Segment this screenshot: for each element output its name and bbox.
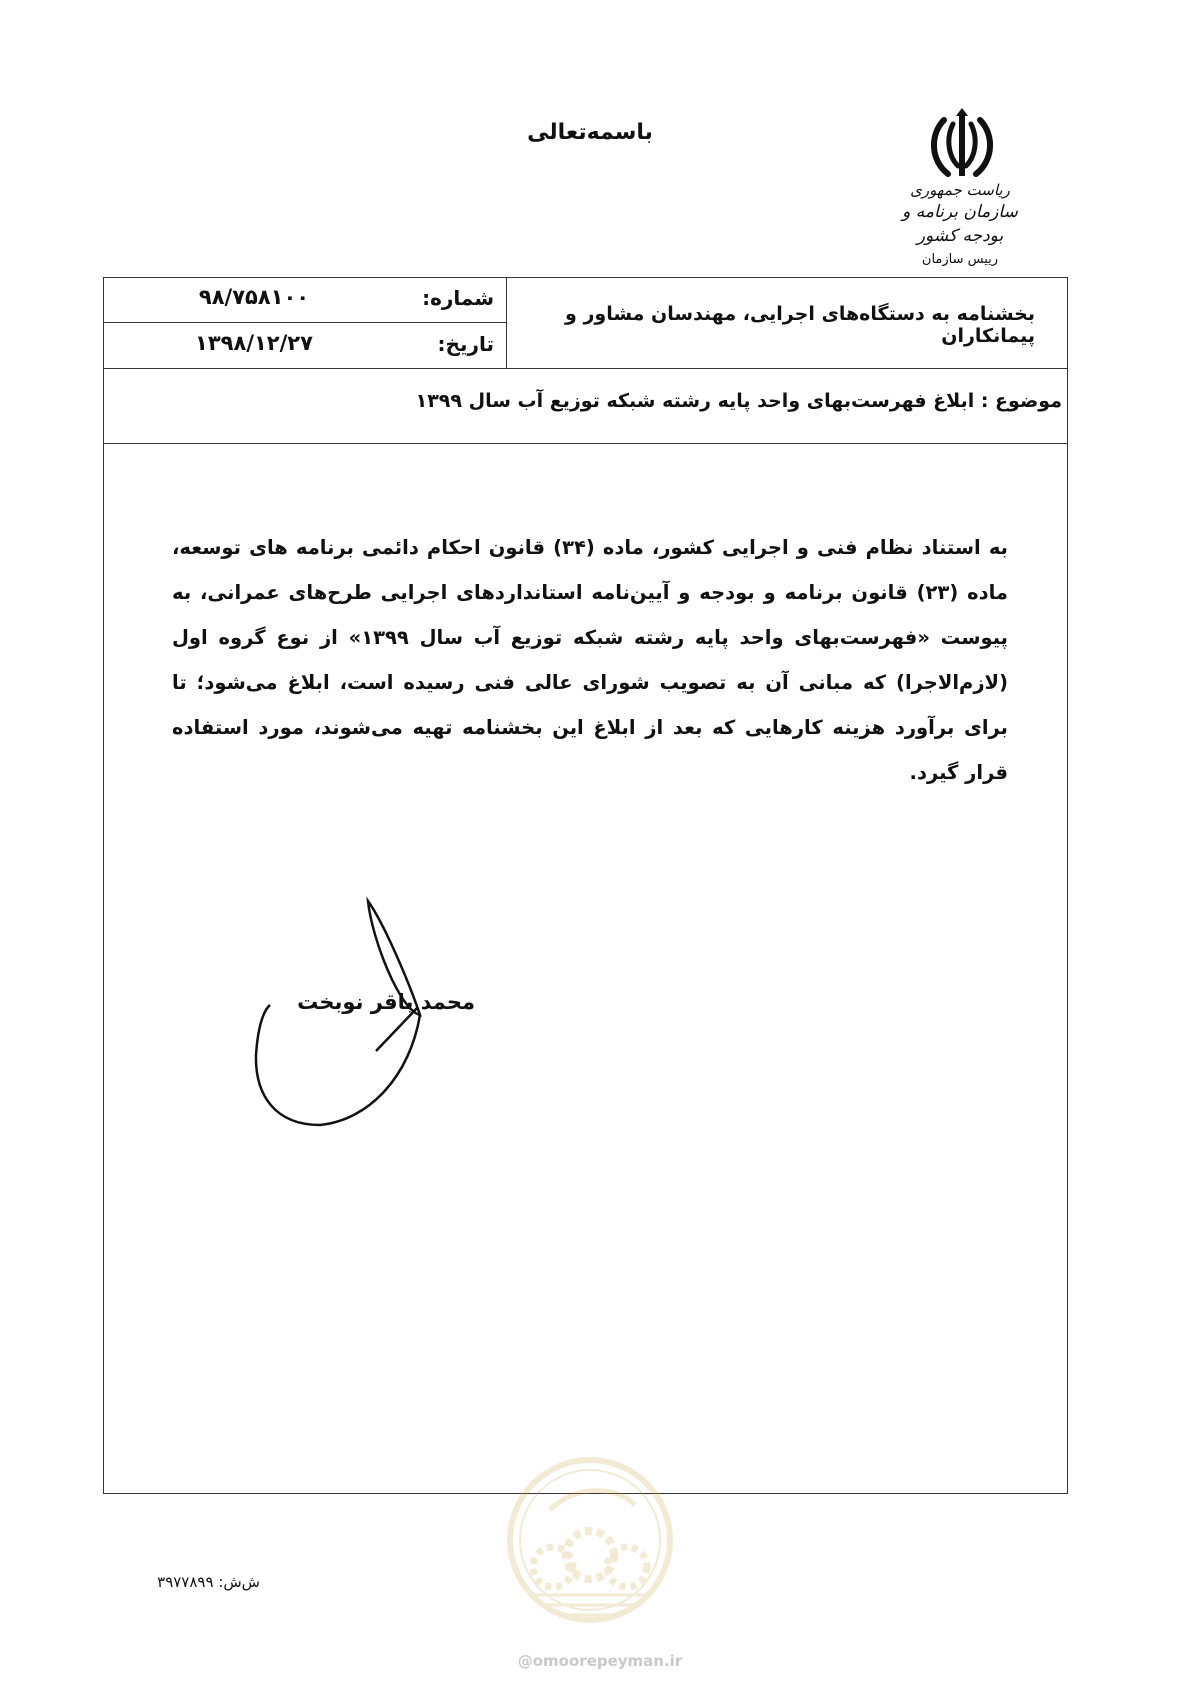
website-watermark: @omoorepeyman.ir bbox=[517, 1652, 683, 1670]
number-label: شماره: bbox=[422, 286, 494, 310]
meta-row-divider bbox=[104, 322, 507, 323]
org-head-title: رییس سازمان bbox=[921, 252, 999, 267]
org-name: سازمان برنامه و بودجه کشور bbox=[902, 202, 1018, 246]
subject-line: موضوع : ابلاغ فهرست‌بهای واحد پایه رشته شبکه توزیع آب سال ۱۳۹۹ bbox=[415, 390, 1062, 412]
date-label: تاریخ: bbox=[437, 332, 494, 356]
addressee: بخشنامه به دستگاه‌های اجرایی، مهندسان مشاور و پیمانکاران bbox=[565, 303, 1035, 347]
organization-lines bbox=[880, 180, 1040, 270]
reference-number: ش‌ش: ۳۹۷۷۸۹۹ bbox=[157, 1573, 260, 1591]
org-presidency: ریاست جمهوری bbox=[910, 181, 1010, 199]
iran-emblem-icon bbox=[926, 108, 998, 184]
letter-body: به استناد نظام فنی و اجرایی کشور، ماده (۳۴) قانون احکام دائمی برنامه های توسعه، ماده (۲۳) قانون برنامه و بودجه و آیین‌نامه استانداردهای اجرایی طرح‌های عمرانی، به پیوست «فهرست‌بهای واحد پایه رشته شبکه توزیع آب سال ۱۳۹۹» از نوع گروه اول (لازم‌الاجرا) که مبانی آن به تصویب شورای عالی فنی رسیده است، ابلاغ می‌شود؛ تا برای برآورد هزینه کارهایی که بعد از ابلاغ این بخشنامه تهیه می‌شوند، مورد استفاده قرار گیرد. bbox=[172, 536, 1009, 784]
handwritten-signature bbox=[250, 895, 465, 1135]
signer-name: محمد باقر نوبخت bbox=[297, 990, 475, 1014]
header-bottom-line bbox=[104, 368, 1067, 369]
date-value: ۱۳۹۸/۱۲/۲۷ bbox=[195, 331, 313, 355]
subject-bottom-line bbox=[104, 443, 1067, 444]
letter-frame bbox=[103, 277, 1068, 1494]
gear-logo-watermark bbox=[505, 1455, 675, 1630]
number-value: ۹۸/۷۵۸۱۰۰ bbox=[198, 285, 310, 309]
basmala-heading: باسمه‌تعالی bbox=[527, 120, 653, 145]
